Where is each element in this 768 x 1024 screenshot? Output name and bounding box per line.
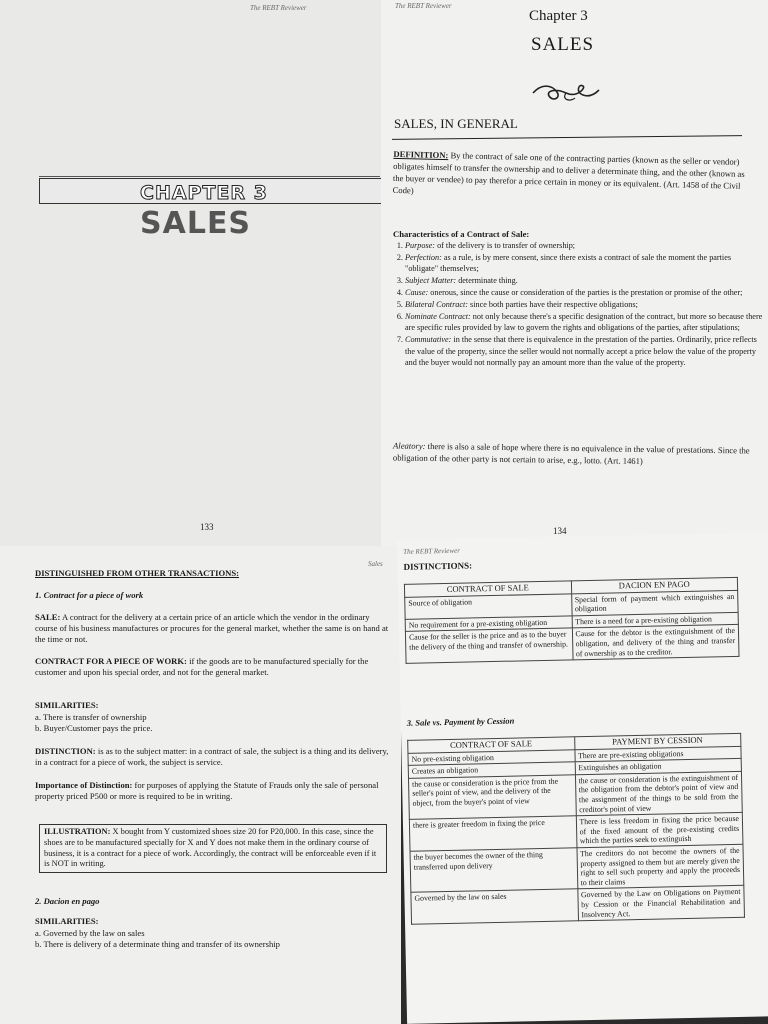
dacion-table [404, 577, 740, 664]
list-item: 5. Bilateral Contract: since both parties have their respective obligations; [405, 299, 763, 310]
list-item: 2. Perfection: as a rule, is by mere consent, since there exists a contract of sale the moment the parties "obligate" themselves; [405, 252, 763, 275]
divider [392, 135, 742, 140]
chapter-title: SALES [531, 34, 595, 55]
characteristics-heading: Characteristics of a Contract of Sale: [393, 229, 530, 239]
list-item: b. Buyer/Customer pays the price. [35, 723, 153, 733]
chapter-title: SALES [140, 206, 252, 241]
aleatory-paragraph [393, 439, 753, 468]
item-heading: 1. Contract for a piece of work [35, 590, 144, 600]
divider [39, 176, 380, 177]
item-heading: 2. Dacion en pago [35, 896, 100, 906]
list-item: 6. Nominate Contract: not only because there's a specific designation of the contract, but more so because there are specific rules provided by law to govern the rights and obligations of the parties, after stipulations; [405, 311, 763, 334]
importance-paragraph: Importance of Distinction: for purposes of applying the Statute of Frauds only the sale of personal property priced P500 or more is required to be in writing. [35, 780, 379, 801]
definition-label: DEFINITION: [393, 148, 449, 161]
aleatory-text: there is also a sale of hope where there is no equivalence in the value of prestations. Since the obligation of the other party is not certain to arise, e.g., lotto. (Art. 1461) [392, 440, 750, 466]
list-item: 7. Commutative: in the sense that there is equivalence in the prestation of the parties. Ordinarily, price reflects the value of the property, since the seller would not normally accept a price below the value of the property and the buyer would not normally pay an amount more than the value of the property. [405, 334, 763, 368]
table-row: there is greater freedom in fixing the price There is less freedom in fixing the price because of the fixed amount of the pre-existing credits which the parties seek to extinguish [409, 812, 743, 851]
page-136 [397, 532, 768, 1024]
characteristics-list [393, 240, 763, 369]
list-item: b. There is delivery of a determinate thing and transfer of its ownership [35, 939, 280, 949]
table-header: CONTRACT OF SALE [404, 581, 571, 597]
running-head: The REBT Reviewer [250, 4, 307, 12]
page-number: 134 [553, 526, 567, 536]
list-item: 1. Purpose: of the delivery is to transfer of ownership; [405, 240, 763, 251]
table-header: CONTRACT OF SALE [408, 737, 575, 753]
table-row: No pre-existing obligation There are pre-existing obligations [408, 746, 741, 766]
similarities-label: SIMILARITIES: [35, 916, 99, 926]
page-133 [0, 0, 381, 546]
sale-paragraph: SALE: A contract for the delivery at a certain price of an article which the vendor in the ordinary course of his business manufactures or procures for the general market, whether the same is on hand at the time or not. [35, 612, 389, 644]
definition-text: By the contract of sale one of the contracting parties (known as the seller or vendor) obligates himself to transfer the ownership and to deliver a determinate thing, and the other (known as the buyer or vendee) to pay therefor a price certain in money or its equivalent. (Art. 1458 of the Civil Code) [392, 150, 745, 196]
running-head: Sales [368, 560, 383, 568]
similarities-label: SIMILARITIES: [35, 700, 99, 710]
page-135 [0, 546, 401, 1024]
running-head: The REBT Reviewer [403, 546, 460, 556]
table-row: Source of obligation Special form of payment which extinguishes an obligation [405, 590, 738, 619]
table-row: Governed by the law on sales Governed by the Law on Obligations on Payment by Cession or the Financial Rehabilitation and Insolvency Act. [411, 886, 745, 925]
section-heading: DISTINGUISHED FROM OTHER TRANSACTIONS: [35, 568, 239, 578]
list-item: 3. Subject Matter: determinate thing. [405, 275, 763, 286]
page-number: 133 [200, 522, 214, 532]
cpw-paragraph: CONTRACT FOR A PIECE OF WORK: if the goods are to be manufactured specially for the customer and upon his special order, and not for the general market. [35, 656, 369, 677]
distinction-paragraph: DISTINCTION: is as to the subject matter: in a contract of sale, the subject is a thing and its delivery, in a contract for a piece of work, the subject is service. [35, 746, 389, 767]
table-row: Cause for the seller is the price and as to the buyer the delivery of the thing and transfer of ownership. Cause for the debtor is the extinguishment of the obligation, and delivery of the thing and transfer of ownership as to the creditor. [405, 625, 739, 664]
running-head: The REBT Reviewer [395, 2, 452, 10]
cession-table [407, 733, 745, 925]
table-header: DACION EN PAGO [571, 577, 738, 593]
chapter-number: Chapter 3 [529, 8, 588, 24]
table-header: PAYMENT BY CESSION [574, 733, 741, 749]
chapter-label: CHAPTER 3 [140, 182, 268, 204]
section-heading: SALES, IN GENERAL [394, 116, 518, 131]
section-heading: DISTINCTIONS: [403, 560, 473, 572]
aleatory-label: Aleatory: [393, 440, 426, 451]
table-row: the cause or consideration is the price from the seller's point of view, and the delivery of the object, from the buyer's point of view the cause or consideration is the extinguishment of the obligation from the debtor's point of view and the assignment of the things to be sold from the creditor's point of view [408, 771, 742, 819]
page-134 [381, 0, 768, 546]
list-item: a. There is transfer of ownership [35, 712, 147, 722]
list-item: 4. Cause: onerous, since the cause or consideration of the parties is the prestation or promise of the other; [405, 287, 763, 298]
definition-paragraph [393, 148, 754, 204]
list-item: a. Governed by the law on sales [35, 928, 145, 938]
illustration-box: ILLUSTRATION: X bought from Y customized shoes size 20 for P20,000. In this case, since the shoes are to be manufactured specially for X and Y does not make them in the ordinary course of business, it is a contract for a piece of work. Accordingly, the contract will be enforceable even if it is NOT in writing. [39, 824, 387, 873]
item-heading: 3. Sale vs. Payment by Cession [406, 715, 515, 728]
table-row: the buyer becomes the owner of the thing transferred upon delivery The creditors do not become the owners of the property assigned to them but are merely given the right to sell such property and apply the proceeds to their claims [410, 844, 744, 892]
table-row: Creates an obligation Extinguishes an obligation [408, 759, 741, 779]
table-row: No requirement for a pre-existing obligation There is a need for a pre-existing obligation [405, 612, 738, 632]
ornament-icon [531, 80, 601, 106]
